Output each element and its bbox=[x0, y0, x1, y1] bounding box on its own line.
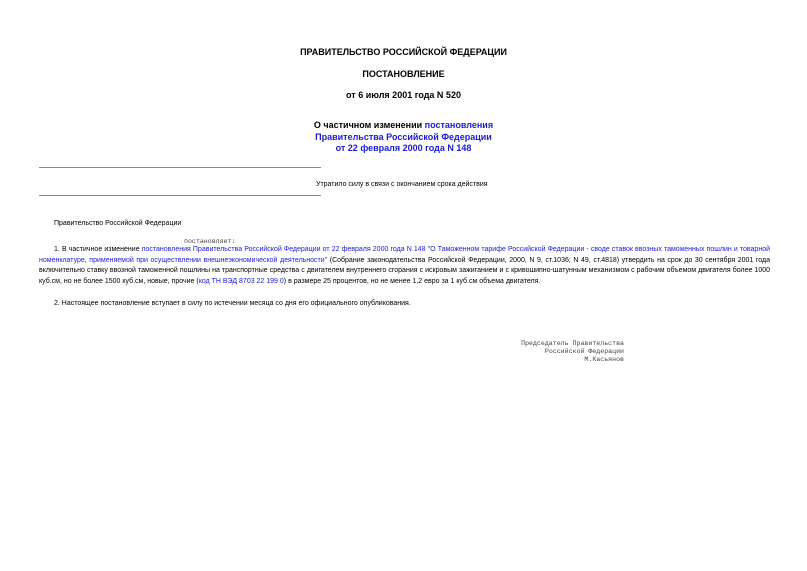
document-date-number: от 6 июля 2001 года N 520 bbox=[346, 90, 461, 100]
signature-block bbox=[460, 340, 624, 364]
subject-prefix: О частичном изменении bbox=[313, 120, 425, 130]
subject-link-decree[interactable]: постановления bbox=[424, 120, 494, 130]
document-type: ПОСТАНОВЛЕНИЕ bbox=[362, 69, 445, 79]
paragraph-1-middle: (Собрание законодательства Российской Федерации, 2000, N 9, ст.1036; N 49, ст.4818) утвердить на срок до 30 сентября 2001 года включительно ставку ввозной таможенной пошлины на транспортные средства с двигателем внутреннего сгорания с искровым зажиганием и с кривошипно-шатунным механизмом с рабочим объемом двигателя более 1000 куб.см, но не более 1500 куб.см, новые, прочие ( bbox=[39, 256, 770, 285]
paragraph-2: 2. Настоящее постановление вступает в силу по истечении месяца со дня его официального опубликования. bbox=[54, 300, 411, 307]
subject-link-government[interactable]: Правительства Российской Федерации bbox=[315, 131, 492, 142]
paragraph-1 bbox=[39, 245, 770, 287]
preamble-decree: постановляет: bbox=[184, 238, 236, 245]
status-note: Утратило силу в связи с окончанием срока действия bbox=[316, 181, 488, 188]
paragraph-1-tail: ) в размере 25 процентов, но не менее 1,2 евро за 1 куб.см объема двигателя. bbox=[283, 277, 541, 285]
signature-name: М.Касьянов bbox=[584, 356, 624, 363]
divider-bottom bbox=[39, 195, 321, 196]
document-subject bbox=[0, 120, 807, 155]
signature-title: Председатель Правительства bbox=[521, 340, 624, 347]
signature-federation: Российской Федерации bbox=[544, 348, 624, 355]
paragraph-1-decree-link[interactable]: постановления Правительства Российской Федерации от 22 февраля 2000 года N 148 "О Таможенном тарифе Российской Федерации - своде ставок ввозных таможенных пошлин и товарной номенклатуре, применяемой при осуществлении внешнеэкономической деятельности" bbox=[39, 246, 770, 264]
preamble-issuer: Правительство Российской Федерации bbox=[54, 220, 182, 227]
paragraph-1-lead: 1. В частичное изменение bbox=[54, 246, 142, 253]
subject-link-date[interactable]: от 22 февраля 2000 года N 148 bbox=[335, 143, 472, 153]
divider-top bbox=[39, 167, 321, 168]
paragraph-1-code-link[interactable]: код ТН ВЭД 8703 22 199 0 bbox=[198, 277, 284, 285]
issuer-title: ПРАВИТЕЛЬСТВО РОССИЙСКОЙ ФЕДЕРАЦИИ bbox=[300, 47, 507, 57]
